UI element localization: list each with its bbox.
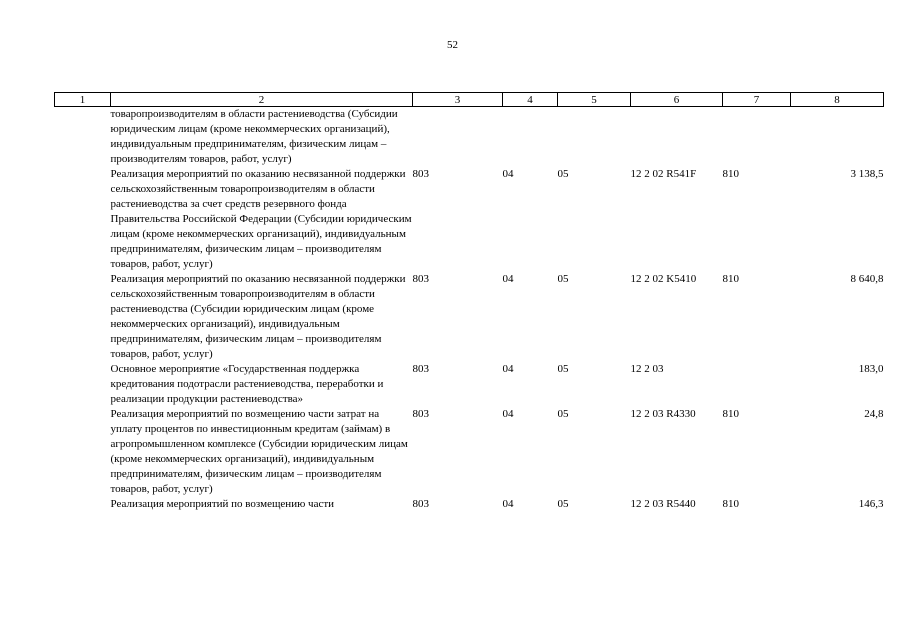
- target-article-cell: 12 2 03 R4330: [630, 408, 696, 420]
- table-row: [55, 362, 884, 407]
- column-header: 2: [111, 93, 413, 107]
- budget-table: [54, 92, 884, 512]
- ministry-code-cell: 803: [412, 498, 429, 510]
- column-header: 7: [723, 93, 791, 107]
- target-article-cell: 12 2 03: [630, 363, 664, 375]
- column-header: 3: [413, 93, 503, 107]
- item-name-cell: Реализация мероприятий по оказанию несвязанной поддержки сельскохозяйственным товаропроизводителям в области растениеводства (Субсидии юридическим лицам (кроме некоммерческих организаций), индивидуальным предпринимателям, физическим лицам – производителям товаров, работ, услуг): [110, 273, 406, 360]
- row-number-cell: [55, 272, 111, 362]
- subsection-code-cell: 05: [557, 168, 569, 180]
- item-name-cell: товаропроизводителям в области растениеводства (Субсидии юридическим лицам (кроме некоммерческих организаций), индивидуальным предпринимателям, физическим лицам – производителям товаров, работ, услуг): [110, 108, 398, 165]
- expense-type-cell: 810: [722, 498, 739, 510]
- target-article-cell: [631, 107, 723, 168]
- column-header: 5: [558, 93, 631, 107]
- column-header: 4: [503, 93, 558, 107]
- subsection-code-cell: 05: [557, 273, 569, 285]
- row-number-cell: [55, 362, 111, 407]
- item-name-cell: Реализация мероприятий по возмещению части затрат на уплату процентов по инвестиционным кредитам (займам) в агропромышленном комплексе (Субсидии юридическим лицам (кроме некоммерческих организаций), индивидуальным предпринимателям, физическим лицам – производителям товаров, работ, услуг): [110, 408, 408, 495]
- ministry-code-cell: [413, 107, 503, 168]
- item-name-cell: Реализация мероприятий по оказанию несвязанной поддержки сельскохозяйственным товаропроизводителям в области растениеводства за счет средств резервного фонда Правительства Российской Федерации (Субсидии юридическим лицам (кроме некоммерческих организаций), индивидуальным предпринимателям, физическим лицам – производителям товаров, работ, услуг): [110, 168, 412, 270]
- target-article-cell: 12 2 03 R5440: [630, 498, 696, 510]
- subsection-code-cell: [558, 107, 631, 168]
- table-header-row: [55, 93, 884, 107]
- target-article-cell: 12 2 02 K5410: [630, 273, 697, 285]
- item-name-cell: Реализация мероприятий по возмещению части: [110, 498, 335, 510]
- column-header: 6: [631, 93, 723, 107]
- amount-cell: 8 640,8: [850, 273, 884, 285]
- row-number-cell: [55, 167, 111, 272]
- section-code-cell: 04: [502, 273, 514, 285]
- section-code-cell: 04: [502, 498, 514, 510]
- row-number-cell: [55, 107, 111, 168]
- expense-type-cell: [723, 362, 791, 407]
- ministry-code-cell: 803: [412, 168, 429, 180]
- expense-type-cell: 810: [722, 273, 739, 285]
- table-row: [55, 272, 884, 362]
- row-number-cell: [55, 497, 111, 512]
- table-row: [55, 497, 884, 512]
- subsection-code-cell: 05: [557, 498, 569, 510]
- column-header: 1: [55, 93, 111, 107]
- target-article-cell: 12 2 02 R541F: [630, 168, 697, 180]
- table-row: [55, 107, 884, 168]
- section-code-cell: 04: [502, 408, 514, 420]
- expense-type-cell: 810: [722, 168, 739, 180]
- page-number: 52: [447, 39, 458, 51]
- ministry-code-cell: 803: [412, 408, 429, 420]
- section-code-cell: [503, 107, 558, 168]
- item-name-cell: Основное мероприятие «Государственная поддержка кредитования подотрасли растениеводства, переработки и реализации продукции растениеводства»: [110, 363, 384, 405]
- subsection-code-cell: 05: [557, 408, 569, 420]
- amount-cell: [791, 107, 884, 168]
- row-number-cell: [55, 407, 111, 497]
- section-code-cell: 04: [502, 363, 514, 375]
- subsection-code-cell: 05: [557, 363, 569, 375]
- column-header: 8: [791, 93, 884, 107]
- expense-type-cell: 810: [722, 408, 739, 420]
- ministry-code-cell: 803: [412, 273, 429, 285]
- section-code-cell: 04: [502, 168, 514, 180]
- amount-cell: 3 138,5: [850, 168, 884, 180]
- expense-type-cell: [723, 107, 791, 168]
- table-row: [55, 167, 884, 272]
- ministry-code-cell: 803: [412, 363, 429, 375]
- amount-cell: 24,8: [864, 408, 884, 420]
- table-row: [55, 407, 884, 497]
- amount-cell: 183,0: [858, 363, 884, 375]
- amount-cell: 146,3: [858, 498, 884, 510]
